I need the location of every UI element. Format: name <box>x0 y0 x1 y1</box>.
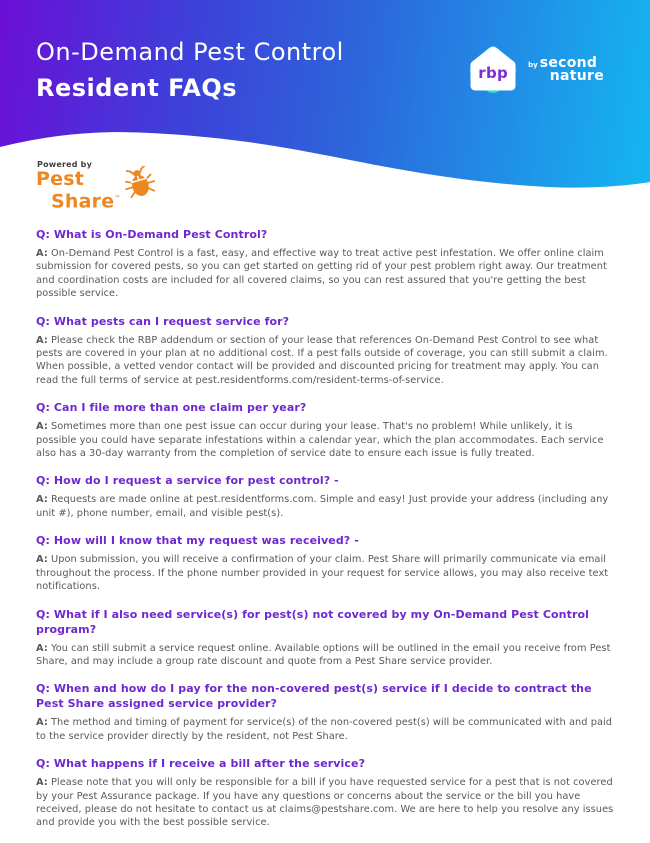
pest-share-logo <box>36 160 155 211</box>
faq-question: Q: How will I know that my request was received? - <box>36 534 359 548</box>
pest-share-line2-text: Share <box>51 190 115 213</box>
header-titles <box>36 38 344 102</box>
faq-answer <box>36 493 614 520</box>
faq-question: Q: How do I request a service for pest control? - <box>36 474 339 488</box>
faq-question: Q: What happens if I receive a bill after the service? <box>36 757 366 771</box>
by-label: by <box>528 61 538 69</box>
trademark-symbol: ™ <box>114 195 121 202</box>
pest-share-line1: Pest <box>36 168 85 190</box>
faq-question: Q: What pests can I request service for? <box>36 314 290 328</box>
faq-item <box>36 227 614 301</box>
faq-item <box>36 607 614 669</box>
powered-by-label: Powered by <box>37 160 92 169</box>
faq-answer <box>36 334 614 388</box>
faq-item <box>36 314 614 388</box>
pest-share-line2 <box>51 189 121 211</box>
answer-prefix: A: <box>36 642 48 654</box>
answer-prefix: A: <box>36 248 48 259</box>
page-subtitle: Resident FAQs <box>36 74 238 102</box>
faq-answer <box>36 776 614 830</box>
faq-answer <box>36 553 614 593</box>
second-nature-wordmark <box>528 57 604 83</box>
answer-prefix: A: <box>36 421 48 433</box>
answer-prefix: A: <box>36 334 48 346</box>
rbp-badge <box>465 42 521 98</box>
faq-item <box>36 473 614 520</box>
answer-text: On-Demand Pest Control is a fast, easy, and effective way to treat active pest infestation. We offer online claim submission for covered pests, so you can get started on getting rid of your pest problem right away. Our treatment and coordination costs are included for all covered claims, so you can rest assured that you're getting the best possible service. <box>36 248 607 300</box>
answer-text: Sometimes more than one pest issue can occur during your lease. That's no problem! While unlikely, it is possible you could have separate infestations within a calendar year, which the plan accommodates. Each service also has a 30-day warranty from the completion of service date to ensure each issue is fully treated. <box>36 421 604 460</box>
rbp-badge-text: rbp <box>478 64 509 82</box>
faq-item <box>36 400 614 460</box>
answer-prefix: A: <box>36 554 48 566</box>
answer-prefix: A: <box>36 717 48 729</box>
rbp-second-nature-logo <box>465 42 604 98</box>
answer-text: Requests are made online at pest.residentforms.com. Simple and easy! Just provide your address (including any unit #), phone number, email, and visible pest(s). <box>36 494 609 519</box>
answer-text: Please check the RBP addendum or section of your lease that references On-Demand Pest Control to see what pests are covered in your plan at no additional cost. If a pest falls outside of coverage, you can still submit a claim. When possible, a vetted vendor contact will be provided and discounted pricing for treatment may apply. You can read the full terms of service at pest.residentforms.com/resident-terms-of-service. <box>36 334 608 386</box>
faq-item <box>36 756 614 830</box>
faq-item <box>36 533 614 593</box>
faq-content <box>0 210 650 843</box>
answer-text: The method and timing of payment for service(s) of the non-covered pest(s) will be communicated with and paid to the service provider directly by the resident, not Pest Share. <box>36 717 613 742</box>
bug-icon <box>124 166 155 200</box>
faq-question: Q: What is On-Demand Pest Control? <box>36 228 268 241</box>
answer-text: Please note that you will only be responsible for a bill if you have requested service for a pest that is not covered by your Pest Assurance package. If you have any questions or concerns about the service or the bill you have received, please do not hesitate to contact us at claims@pestshare.com. We are here to help you resolve any issues and provide you with the best possible service. <box>36 777 614 829</box>
answer-prefix: A: <box>36 777 48 789</box>
answer-text: You can still submit a service request online. Available options will be outlined in the email you receive from Pest Share, and may include a group rate discount and quote from a Pest Share service provider. <box>36 642 611 667</box>
second-nature-line1: second <box>539 55 598 71</box>
faq-answer <box>36 716 614 743</box>
pest-share-wordmark <box>36 170 121 211</box>
answer-text: Upon submission, you will receive a confirmation of your claim. Pest Share will primarily communicate via email throughout the process. If the phone number provided in your request for service allows, you may also receive text notifications. <box>36 554 609 593</box>
faq-question: Q: When and how do I pay for the non-covered pest(s) service if I decide to contract the Pest Share assigned service provider? <box>36 682 592 711</box>
faq-answer <box>36 420 614 460</box>
page-title: On-Demand Pest Control <box>36 38 344 66</box>
faq-answer <box>36 247 614 301</box>
answer-prefix: A: <box>36 494 48 506</box>
second-nature-line2: nature <box>549 68 604 84</box>
faq-answer <box>36 642 614 669</box>
faq-question: Q: What if I also need service(s) for pest(s) not covered by my On-Demand Pest Control program? <box>36 607 589 636</box>
faq-question: Q: Can I file more than one claim per year? <box>36 401 307 415</box>
faq-item <box>36 681 614 743</box>
